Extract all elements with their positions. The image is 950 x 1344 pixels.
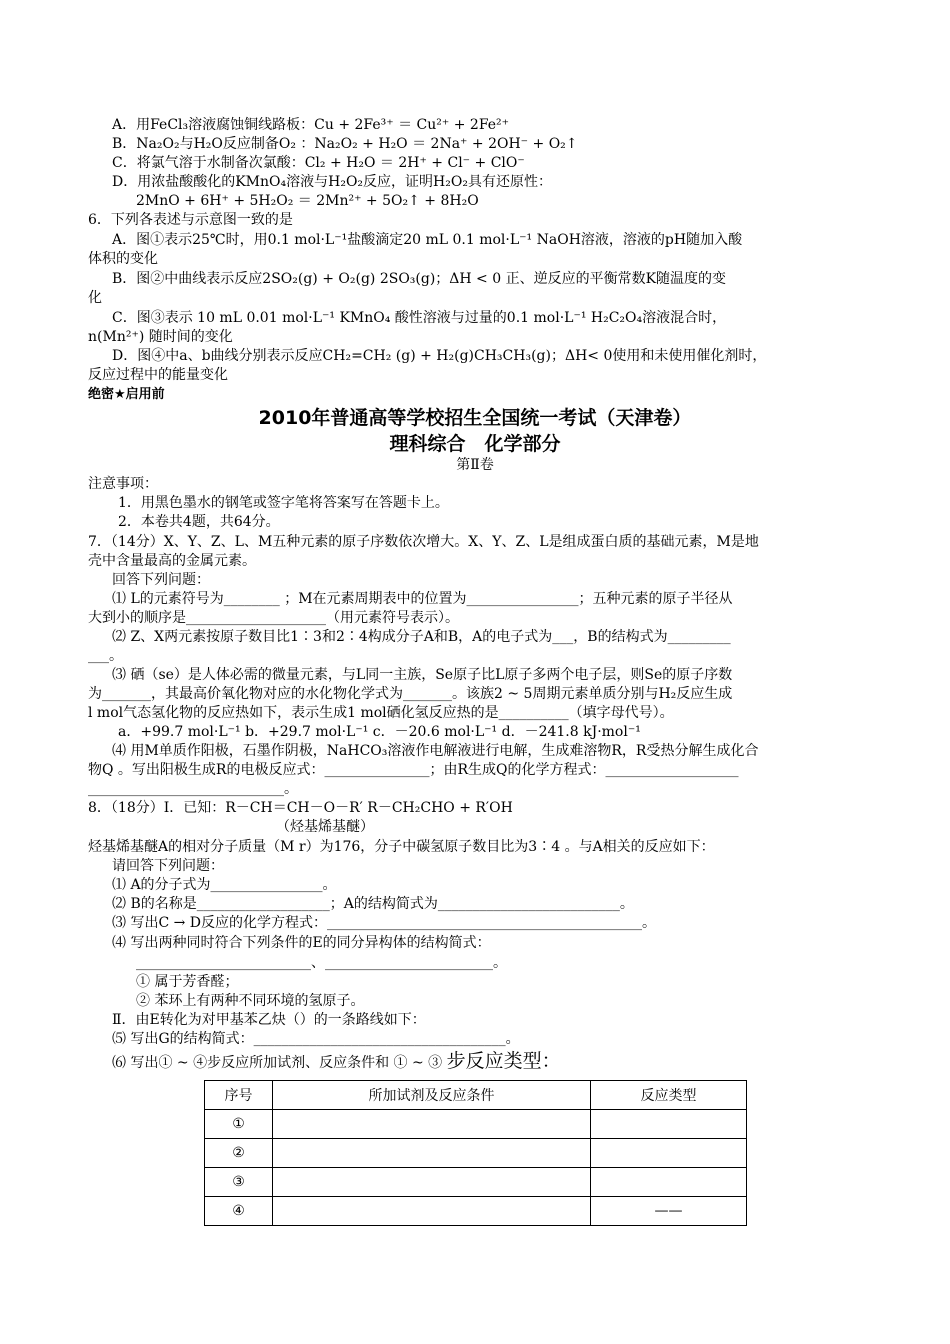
- reagent-cell: [273, 1168, 591, 1197]
- step-number: ③: [205, 1168, 273, 1197]
- table-row: [205, 1197, 747, 1226]
- q6-stem: 6．下列各表述与示意图一致的是: [88, 212, 293, 228]
- table-header: 所加试剂及反应条件: [273, 1081, 591, 1110]
- q6-option-a: A．图①表示25℃时，用0.1 mol·L⁻¹盐酸滴定20 mL 0.1 mol·L⁻¹ NaOH溶液，溶液的pH随加入酸: [112, 232, 743, 248]
- reaction-type-cell: ——: [591, 1197, 747, 1226]
- q8-sub2: ⑵ B的名称是___________________；A的结构简式为__________________________。: [112, 896, 634, 912]
- reagent-cell: [273, 1197, 591, 1226]
- q8-sub6: [112, 1050, 561, 1074]
- q8-prompt: 请回答下列问题：: [112, 858, 224, 874]
- reaction-table: [204, 1080, 747, 1226]
- table-header: 序号: [205, 1081, 273, 1110]
- q6-option-a-cont: 体积的变化: [88, 251, 158, 267]
- table-row: [205, 1139, 747, 1168]
- q7-part4-cont: 物Q 。写出阳极生成R的电极反应式：_______________；由R生成Q的化学方程式：___________________: [88, 762, 739, 778]
- step-number: ②: [205, 1139, 273, 1168]
- q8-part2: Ⅱ．由E转化为对甲基苯乙炔（）的一条路线如下：: [112, 1012, 426, 1028]
- q8-annotation: （烃基烯基醚）: [276, 819, 374, 835]
- q8-sub5: ⑸ 写出G的结构简式：____________________________________。: [112, 1031, 520, 1047]
- q7-part2: ⑵ Z、X两元素按原子数目比1∶3和2∶4构成分子A和B，A的电子式为___，B的结构式为_________: [112, 629, 731, 645]
- table-header: 反应类型: [591, 1081, 747, 1110]
- q5-option-d-equation: 2MnO + 6H⁺ + 5H₂O₂ ＝ 2Mn²⁺ + 5O₂↑ + 8H₂O: [136, 193, 479, 209]
- q7-stem-cont: 壳中含量最高的金属元素。: [88, 553, 256, 569]
- reaction-type-cell: [591, 1168, 747, 1197]
- q7-part4: ⑷ 用M单质作阳极，石墨作阴极，NaHCO₃溶液作电解液进行电解，生成难溶物R，R受热分解生成化合: [112, 743, 759, 759]
- reaction-type-cell: [591, 1139, 747, 1168]
- q6-option-c: C．图③表示 10 mL 0.01 mol·L⁻¹ KMnO₄ 酸性溶液与过量的0.1 mol·L⁻¹ H₂C₂O₄溶液混合时，: [112, 310, 727, 326]
- q8-sub4-blanks: _________________________、________________________。: [136, 955, 507, 971]
- exam-title: 2010年普通高等学校招生全国统一考试（天津卷）: [258, 407, 692, 429]
- q8-stem: 8．（18分）Ⅰ．已知：R－CH＝CH－O－R′ R－CH₂CHO + R′OH: [88, 800, 513, 816]
- q7-part3: ⑶ 硒（se）是人体必需的微量元素，与L同一主族，Se原子比L原子多两个电子层，则Se的原子序数: [112, 667, 733, 683]
- step-number: ①: [205, 1110, 273, 1139]
- q7-part1-cont: 大到小的顺序是____________________（用元素符号表示）。: [88, 610, 459, 626]
- table-header-row: [205, 1081, 747, 1110]
- q7-stem: 7．（14分）X、Y、Z、L、M五种元素的原子序数依次增大。X、Y、Z、L是组成蛋白质的基础元素，M是地: [88, 534, 759, 550]
- q7-part4-blank: ____________________________。: [88, 781, 298, 797]
- q8-sub6-large-text: 步反应类型：: [446, 1050, 561, 1072]
- step-number: ④: [205, 1197, 273, 1226]
- exam-subtitle: 理科综合 化学部分: [389, 433, 561, 455]
- note-item: 2．本卷共4题，共64分。: [118, 514, 280, 530]
- q5-option-d: D．用浓盐酸酸化的KMnO₄溶液与H₂O₂反应，证明H₂O₂具有还原性：: [112, 174, 552, 190]
- q8-condition: ② 苯环上有两种不同环境的氢原子。: [136, 993, 365, 1009]
- note-item: 1．用黑色墨水的钢笔或签字笔将答案写在答题卡上。: [118, 495, 449, 511]
- q6-option-d-cont: 反应过程中的能量变化: [88, 367, 228, 383]
- q8-sub3: ⑶ 写出C → D反应的化学方程式：_____________________________________________。: [112, 915, 657, 931]
- q6-option-d: D．图④中a、b曲线分别表示反应CH₂=CH₂ (g) + H₂(g)CH₃CH₃(g)；ΔH< 0使用和未使用催化剂时，: [112, 348, 767, 364]
- reaction-type-cell: [591, 1110, 747, 1139]
- q7-part3-choices: a．+99.7 mol·L⁻¹ b．+29.7 mol·L⁻¹ c．－20.6 mol·L⁻¹ d．－241.8 kJ·mol⁻¹: [118, 724, 641, 740]
- q5-option-c: C．将氯气溶于水制备次氯酸：Cl₂ + H₂O ＝ 2H⁺ + Cl⁻ + ClO⁻: [112, 155, 525, 171]
- q5-option-b: B．Na₂O₂与H₂O反应制备O₂ ：Na₂O₂ + H₂O ＝ 2Na⁺ + 2OH⁻ + O₂↑: [112, 136, 578, 152]
- q6-option-c-cont: n(Mn²⁺) 随时间的变化: [88, 329, 233, 345]
- q7-part3-cont: l mol气态氢化物的反应热如下，表示生成1 mol硒化氢反应热的是__________（填字母代号）。: [88, 705, 674, 721]
- secret-label: 绝密★启用前: [88, 387, 165, 402]
- reagent-cell: [273, 1110, 591, 1139]
- q8-sub1: ⑴ A的分子式为________________。: [112, 877, 337, 893]
- q6-option-b-cont: 化: [88, 290, 102, 306]
- q8-condition: ① 属于芳香醛；: [136, 974, 239, 990]
- reagent-cell: [273, 1139, 591, 1168]
- q7-prompt: 回答下列问题：: [112, 572, 210, 588]
- q8-sub4: ⑷ 写出两种同时符合下列条件的E的同分异构体的结构简式：: [112, 935, 491, 951]
- q6-option-b: B．图②中曲线表示反应2SO₂(g) + O₂(g) 2SO₃(g)；ΔH < 0 正、逆反应的平衡常数K随温度的变: [112, 271, 727, 287]
- q8-stem-cont: 烃基烯基醚A的相对分子质量（M r）为176，分子中碳氢原子数目比为3∶4 。与A相关的反应如下：: [88, 839, 715, 855]
- q5-option-a: A．用FeCl₃溶液腐蚀铜线路板：Cu + 2Fe³⁺ ＝ Cu²⁺ + 2Fe²⁺: [112, 117, 510, 133]
- q7-part3-cont: 为_______，其最高价氧化物对应的水化物化学式为_______。该族2 ~ 5周期元素单质分别与H₂反应生成: [88, 686, 733, 702]
- q7-part1: ⑴ L的元素符号为________ ；M在元素周期表中的位置为________________；五种元素的原子半径从: [112, 591, 733, 607]
- table-row: [205, 1168, 747, 1197]
- volume-label: 第Ⅱ卷: [456, 457, 494, 473]
- notes-heading: 注意事项：: [88, 476, 158, 492]
- table-row: [205, 1110, 747, 1139]
- q8-sub6-text: ⑹ 写出① ~ ④步反应所加试剂、反应条件和 ① ~ ③: [112, 1055, 447, 1071]
- q7-part2-cont: ___。: [88, 648, 123, 664]
